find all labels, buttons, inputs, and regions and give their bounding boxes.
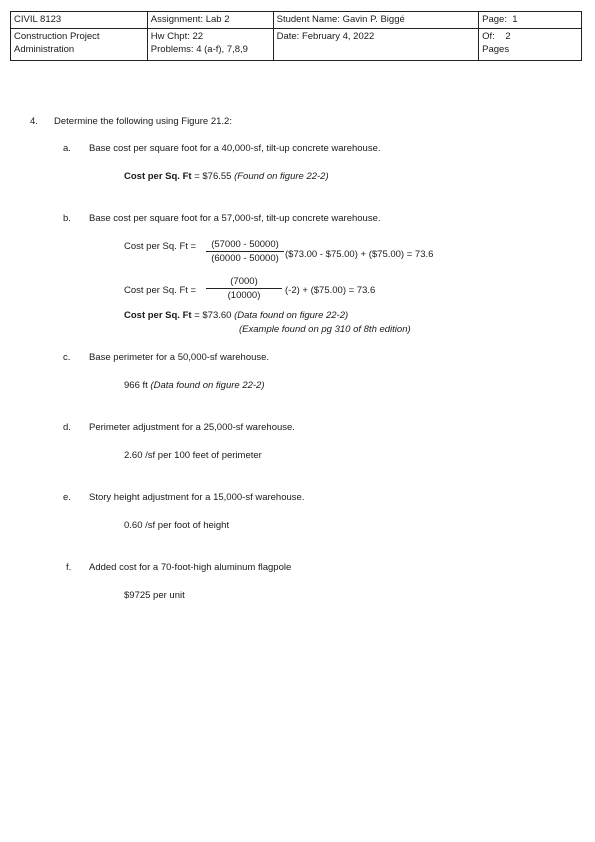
pages-label: Pages xyxy=(482,44,510,55)
page-number: 1 xyxy=(512,14,518,25)
assignment-label: Assignment: Lab 2 xyxy=(150,14,230,25)
question-number: 4. xyxy=(30,116,38,127)
part-c-letter: c. xyxy=(63,352,71,363)
part-c-answer-value: 966 ft xyxy=(124,380,151,391)
part-a-answer-note: (Found on figure 22-2) xyxy=(234,171,329,182)
part-b-answer-note-2: (Example found on pg 310 of 8th edition) xyxy=(239,324,411,335)
course-name-cell xyxy=(11,29,148,61)
course-code-cell xyxy=(11,12,148,29)
part-a-question: Base cost per square foot for a 40,000-sf, tilt-up concrete warehouse. xyxy=(89,143,381,154)
equation-2-numerator: (7000) xyxy=(206,276,282,289)
part-a-letter: a. xyxy=(63,143,71,154)
student-cell xyxy=(273,12,479,29)
equation-1-rhs: ($73.00 - $75.00) + ($75.00) = 73.6 xyxy=(285,249,434,260)
equation-2-rhs: (-2) + ($75.00) = 73.6 xyxy=(285,285,376,296)
equation-1-denominator: (60000 - 50000) xyxy=(211,253,279,264)
part-c-question: Base perimeter for a 50,000-sf warehouse. xyxy=(89,352,270,363)
part-c-answer-note: (Data found on figure 22-2) xyxy=(150,380,265,391)
part-c-answer xyxy=(124,380,265,391)
equation-2-lhs: Cost per Sq. Ft = xyxy=(124,285,197,296)
page-count-cell xyxy=(479,29,582,61)
part-b-question: Base cost per square foot for a 57,000-sf, tilt-up concrete warehouse. xyxy=(89,213,381,224)
course-name-line1: Construction Project xyxy=(14,31,100,42)
part-d-letter: d. xyxy=(63,422,71,433)
part-f-answer: $9725 per unit xyxy=(124,590,185,601)
question-text: Determine the following using Figure 21.2: xyxy=(54,116,232,127)
part-d-question: Perimeter adjustment for a 25,000-sf warehouse. xyxy=(89,422,295,433)
course-name-line2: Administration xyxy=(14,44,75,55)
equation-1-lhs: Cost per Sq. Ft = xyxy=(124,241,197,252)
header-table xyxy=(10,11,582,61)
total-pages: 2 xyxy=(505,31,511,42)
part-b-letter: b. xyxy=(63,213,71,224)
part-f-letter: f. xyxy=(66,562,72,573)
page-cell xyxy=(479,12,582,29)
equation-2-fraction xyxy=(206,276,282,301)
part-a-answer-label: Cost per Sq. Ft xyxy=(124,171,192,182)
equation-2-denominator: (10000) xyxy=(227,290,261,301)
part-e-answer: 0.60 /sf per foot of height xyxy=(124,520,230,531)
part-b-answer-note: (Data found on figure 22-2) xyxy=(234,310,349,321)
date-cell xyxy=(273,29,479,61)
equation-1-numerator: (57000 - 50000) xyxy=(206,239,284,252)
part-e-letter: e. xyxy=(63,492,71,503)
problems-label: Problems: 4 (a-f), 7,8,9 xyxy=(150,44,248,55)
part-b-answer-value: = $73.60 xyxy=(191,310,235,321)
part-b-answer xyxy=(124,310,348,321)
page-label: Page: xyxy=(482,14,507,25)
chapter-cell xyxy=(147,29,273,61)
of-label: Of: xyxy=(482,31,495,42)
student-name: Student Name: Gavin P. Biggé xyxy=(276,14,405,25)
part-a-answer xyxy=(124,171,329,182)
assignment-cell xyxy=(147,12,273,29)
part-e-question: Story height adjustment for a 15,000-sf warehouse. xyxy=(89,492,305,503)
part-f-question: Added cost for a 70-foot-high aluminum flagpole xyxy=(89,562,292,573)
part-b-answer-label: Cost per Sq. Ft xyxy=(124,310,192,321)
chapter-label: Hw Chpt: 22 xyxy=(150,31,204,42)
part-a-answer-value: = $76.55 xyxy=(191,171,235,182)
part-d-answer: 2.60 /sf per 100 feet of perimeter xyxy=(124,450,262,461)
equation-1-fraction xyxy=(206,239,284,264)
date-label: Date: February 4, 2022 xyxy=(276,31,375,42)
course-code: CIVIL 8123 xyxy=(14,14,62,25)
